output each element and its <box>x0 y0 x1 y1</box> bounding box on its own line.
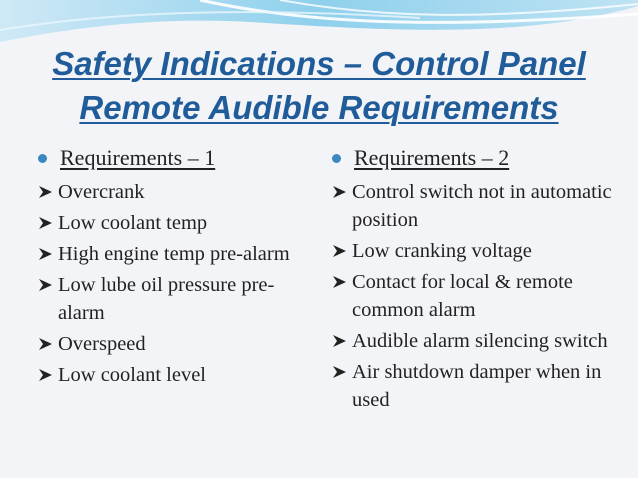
list-item <box>38 240 306 268</box>
left-item-list <box>38 178 306 389</box>
page-title-line-1: Safety Indications – Control Panel <box>52 45 586 82</box>
list-item <box>38 271 306 327</box>
list-item <box>332 358 622 414</box>
list-item <box>38 361 306 389</box>
list-item-text: High engine temp pre-alarm <box>58 243 290 265</box>
arrow-bullet-icon <box>38 337 53 351</box>
list-item <box>332 327 622 355</box>
list-item-text: Low coolant level <box>58 364 207 386</box>
list-item <box>38 209 306 237</box>
list-item-text: Low cranking voltage <box>352 240 532 262</box>
left-heading-label: Requirements – 1 <box>60 145 216 170</box>
right-column <box>332 142 622 417</box>
list-item-text: Audible alarm silencing switch <box>352 330 608 352</box>
filled-circle-icon <box>38 154 47 163</box>
filled-circle-icon <box>332 154 341 163</box>
list-item <box>332 268 622 324</box>
arrow-bullet-icon <box>332 334 347 348</box>
list-item-text: Overspeed <box>58 333 146 355</box>
list-item-text: Low coolant temp <box>58 212 208 234</box>
arrow-bullet-icon <box>38 216 53 230</box>
arrow-bullet-icon <box>38 368 53 382</box>
left-column <box>38 142 306 392</box>
arrow-bullet-icon <box>332 185 347 199</box>
right-heading <box>332 142 622 174</box>
arrow-bullet-icon <box>332 275 347 289</box>
page-title-line-2: Remote Audible Requirements <box>79 89 559 126</box>
right-item-list <box>332 178 622 414</box>
right-heading-label: Requirements – 2 <box>354 145 510 170</box>
list-item <box>38 178 306 206</box>
list-item-text: Contact for local & remote common alarm <box>352 271 573 321</box>
list-item-text: Control switch not in automatic position <box>352 181 612 231</box>
arrow-bullet-icon <box>332 244 347 258</box>
arrow-bullet-icon <box>38 185 53 199</box>
list-item <box>332 237 622 265</box>
arrow-bullet-icon <box>332 365 347 379</box>
left-heading <box>38 142 306 174</box>
list-item <box>38 330 306 358</box>
list-item-text: Low lube oil pressure pre-alarm <box>58 274 275 324</box>
arrow-bullet-icon <box>38 278 53 292</box>
list-item-text: Overcrank <box>58 181 145 203</box>
list-item-text: Air shutdown damper when in used <box>352 361 602 411</box>
list-item <box>332 178 622 234</box>
arrow-bullet-icon <box>38 247 53 261</box>
